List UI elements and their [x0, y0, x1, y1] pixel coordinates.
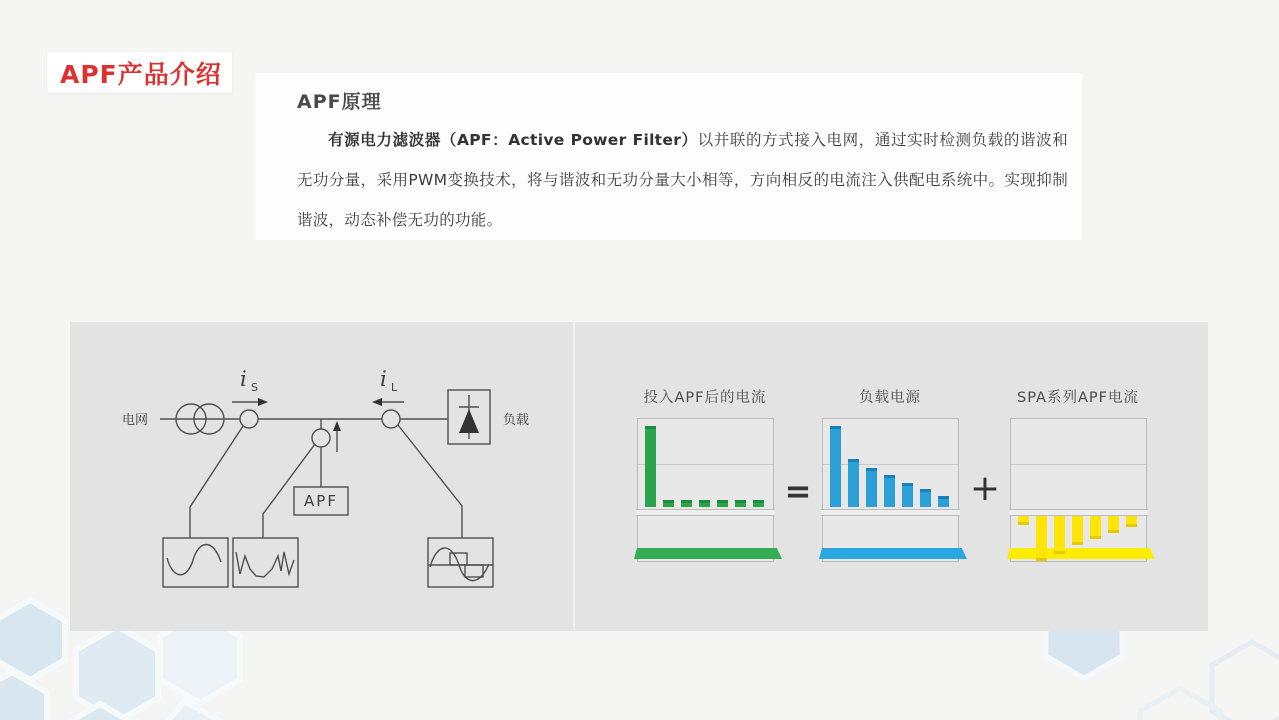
gridline: [1011, 464, 1146, 465]
bar: [753, 500, 764, 507]
chart-title-load: 负载电源: [859, 390, 921, 406]
bars-positive: [823, 426, 958, 507]
chart-after-apf: [637, 418, 774, 562]
page-title-badge: [47, 52, 232, 93]
floor-strip: [634, 548, 782, 559]
il-current-symbol: i: [380, 367, 387, 391]
bar: [830, 426, 841, 507]
content-card: [255, 73, 1082, 240]
chart-title-after-apf: 投入APF后的电流: [643, 390, 767, 406]
bar: [663, 500, 674, 507]
bar: [1072, 516, 1083, 545]
bar: [848, 459, 859, 507]
figure-panel: [70, 322, 1208, 631]
equals-sign: =: [784, 472, 812, 510]
floor-strip: [819, 548, 967, 559]
baseline-band: [1009, 509, 1148, 516]
plus-sign: +: [969, 468, 1001, 509]
harmonic-waveform: [236, 552, 294, 577]
bar: [735, 500, 746, 507]
sine-waveform: [167, 545, 221, 575]
baseline-band: [636, 509, 775, 516]
chart-title-spa-apf: SPA系列APF电流: [1017, 390, 1139, 406]
page-title: APF产品介绍: [60, 59, 222, 89]
bar: [1108, 516, 1119, 533]
is-current-subscript: S: [251, 381, 258, 394]
bar: [884, 475, 895, 507]
grid-label: 电网: [121, 413, 149, 428]
bars-negative: [1011, 516, 1146, 561]
paragraph-text: 以并联的方式接入电网，通过实时检测负载的谐波和无功分量，采用PWM变换技术，将与谐波和无功分量大小相等，方向相反的电流注入供配电系统中。实现抑制谐波，动态补偿无功的功能。: [297, 131, 1069, 229]
paragraph-bold-lead: 有源电力滤波器（APF：Active Power Filter）: [328, 131, 698, 149]
baseline-band: [821, 509, 960, 516]
bar: [1036, 516, 1047, 561]
bar: [1090, 516, 1101, 539]
bars-positive: [638, 426, 773, 507]
section-title: APF原理: [297, 91, 382, 113]
apf-circuit-diagram: [70, 322, 580, 632]
il-current-subscript: L: [391, 381, 398, 394]
bar: [938, 496, 949, 507]
load-label: 负载: [502, 413, 530, 428]
apf-box-label: APF: [304, 492, 338, 510]
body-paragraph: [297, 120, 1068, 240]
bar: [645, 426, 656, 507]
bar: [681, 500, 692, 507]
chart-load-source: [822, 418, 959, 562]
bar: [1054, 516, 1065, 554]
bar: [699, 500, 710, 507]
bar: [1018, 516, 1029, 525]
is-current-symbol: i: [240, 367, 247, 391]
bar: [866, 468, 877, 507]
bar: [920, 489, 931, 507]
chart-spa-apf-current: [1010, 418, 1147, 562]
bar: [1126, 516, 1137, 527]
bar: [717, 500, 728, 507]
bar: [902, 483, 913, 507]
